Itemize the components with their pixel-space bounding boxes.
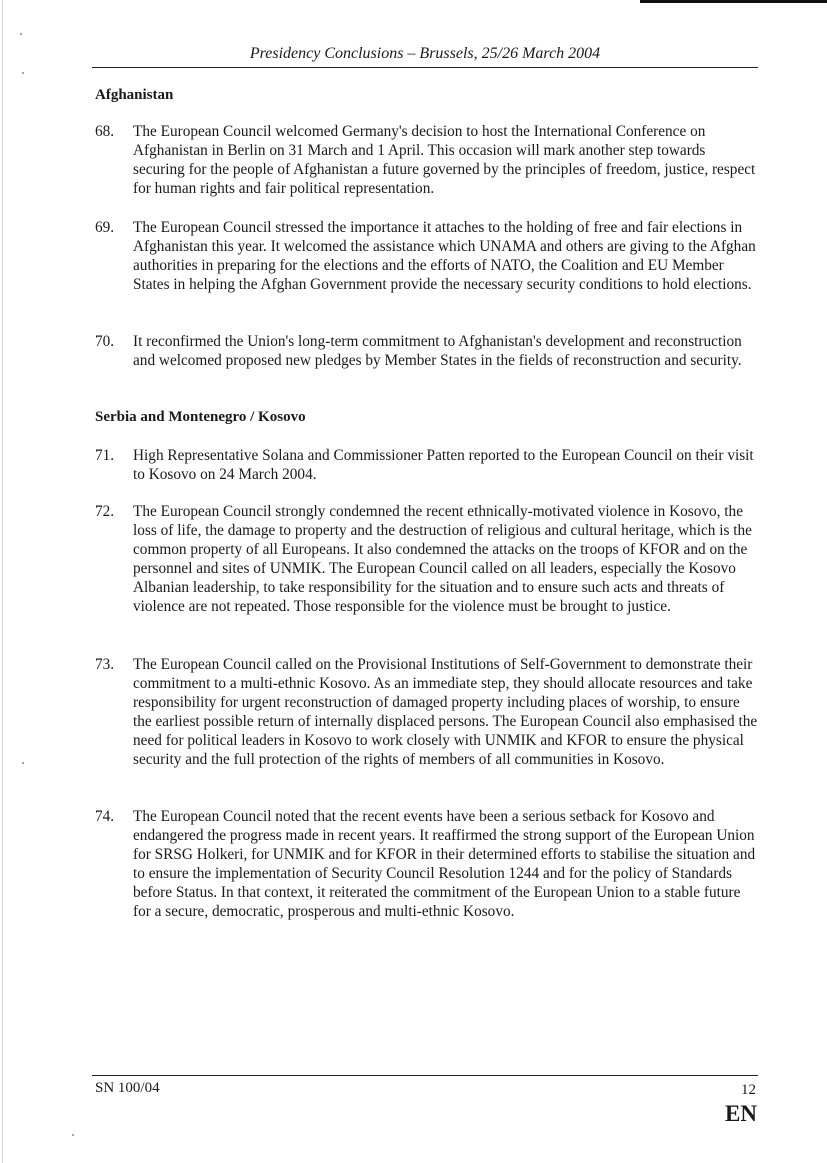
page-number: 12 [741,1082,756,1098]
footer-rule [92,1075,758,1076]
document-reference: SN 100/04 [95,1080,160,1096]
section-heading-serbia-kosovo: Serbia and Montenegro / Kosovo [95,409,306,425]
paragraph-68 [95,123,760,199]
paragraph-number: 70. [95,333,115,350]
paragraph-number: 73. [95,656,115,673]
paragraph-74 [95,808,760,921]
scan-speck [22,762,24,764]
scan-speck [20,33,22,35]
paragraph-number: 72. [95,503,115,520]
paragraph-number: 68. [95,123,115,140]
section-heading-afghanistan: Afghanistan [95,87,174,103]
scan-speck [22,72,24,74]
paragraph-text: High Representative Solana and Commissioner Patten reported to the European Council on their visit to Kosovo on 24 March 2004. [133,447,754,483]
paragraph-text: The European Council welcomed Germany's decision to host the International Conference on Afghanistan in Berlin on 31 March and 1 April. This occasion will mark another step towards securing for the people of Afghanistan a future governed by the principles of freedom, justice, respect for human rights and fair political representation. [133,123,756,197]
paragraph-69 [95,219,760,295]
paragraph-72 [95,503,760,616]
paragraph-71 [95,447,760,485]
language-code: EN [725,1101,757,1126]
paragraph-text: The European Council strongly condemned the recent ethnically-motivated violence in Kosovo, the loss of life, the damage to property and the destruction of religious and cultural heritage, which is the common property of all Europeans. It also condemned the attacks on the troops of KFOR and on the personnel and sites of UNMIK. The European Council called on all leaders, especially the Kosovo Albanian leadership, to take responsibility for the situation and to ensure such acts and threats of violence are not repeated. Those responsible for the violence must be brought to justice. [133,503,752,615]
header-rule [92,67,758,68]
paragraph-text: The European Council stressed the importance it attaches to the holding of free and fair elections in Afghanistan this year. It welcomed the assistance which UNAMA and others are giving to the Afghan authorities in preparing for the elections and the efforts of NATO, the Coalition and EU Member States in helping the Afghan Government provide the necessary security conditions to hold elections. [133,219,756,293]
paragraph-text: The European Council noted that the recent events have been a serious setback for Kosovo and endangered the progress made in recent years. It reaffirmed the strong support of the European Union for SRSG Holkeri, for UNMIK and for KFOR in their determined efforts to stabilise the situation and to ensure the implementation of Security Council Resolution 1244 and for the policy of Standards before Status. In that context, it reiterated the commitment of the European Union to a stable future for a secure, democratic, prosperous and multi-ethnic Kosovo. [133,808,756,920]
scan-edge-left [2,0,3,1163]
paragraph-73 [95,656,760,769]
paragraph-number: 71. [95,447,115,464]
running-header: Presidency Conclusions – Brussels, 25/26 March 2004 [249,45,601,62]
scan-edge-top [640,0,827,3]
paragraph-number: 74. [95,808,115,825]
paragraph-number: 69. [95,219,115,236]
paragraph-70 [95,333,760,371]
paragraph-text: It reconfirmed the Union's long-term commitment to Afghanistan's development and reconstruction and welcomed proposed new pledges by Member States in the fields of reconstruction and security. [133,333,742,369]
paragraph-text: The European Council called on the Provisional Institutions of Self-Government to demonstrate their commitment to a multi-ethnic Kosovo. As an immediate step, they should allocate resources and take responsibility for urgent reconstruction of damaged property including places of worship, to ensure the earliest possible return of internally displaced persons. The European Council also emphasised the need for political leaders in Kosovo to work closely with UNMIK and KFOR to ensure the physical security and the full protection of the rights of members of all communities in Kosovo. [133,656,758,768]
scan-speck [72,1134,74,1136]
